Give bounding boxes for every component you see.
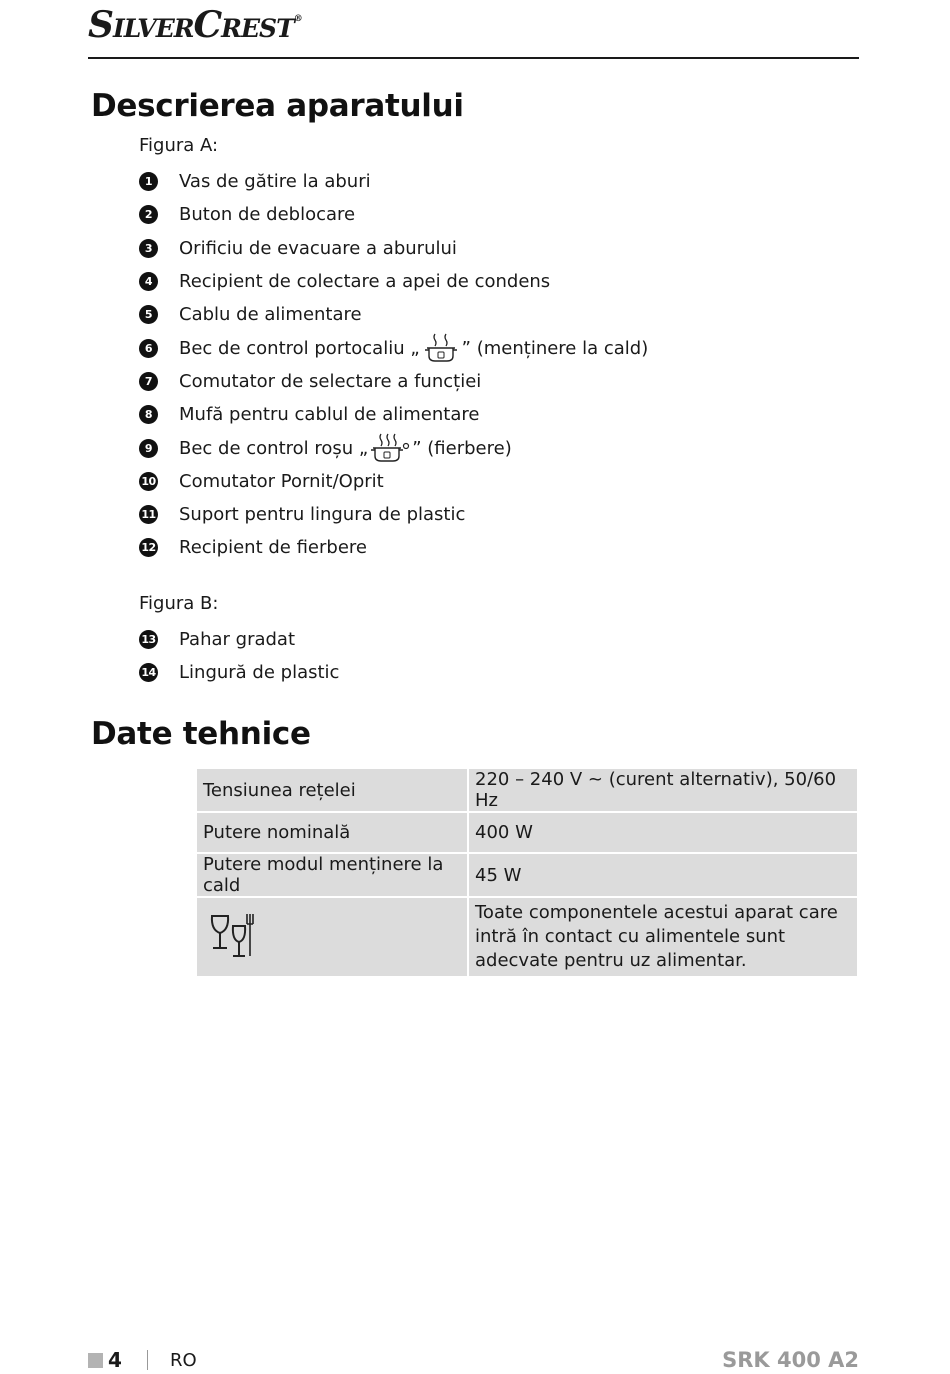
- item-text: Pahar gradat: [179, 629, 296, 651]
- item-text-post: ” (menținere la cald): [461, 337, 649, 359]
- item-number: 10: [139, 472, 158, 491]
- registered-mark: ®: [293, 14, 302, 24]
- food-safe-glass-fork-icon: [207, 912, 255, 962]
- list-item: [139, 431, 648, 464]
- list-item: [139, 198, 648, 231]
- item-text: Mufă pentru cablul de alimentare: [179, 404, 480, 426]
- cooking-pot-icon: [370, 433, 410, 463]
- list-item: [139, 298, 648, 331]
- item-number: 6: [139, 339, 158, 358]
- list-item: [139, 465, 648, 498]
- list-item: [139, 232, 648, 265]
- item-number: 13: [139, 630, 158, 649]
- item-number: 11: [139, 505, 158, 524]
- item-text-pre: Bec de control roșu „: [179, 437, 369, 459]
- header-rule: [88, 57, 859, 59]
- list-item: [139, 531, 648, 564]
- item-number: 12: [139, 538, 158, 557]
- item-number: 5: [139, 305, 158, 324]
- item-text: Orificiu de evacuare a aburului: [179, 237, 457, 259]
- section-title-tech: Date tehnice: [91, 716, 311, 752]
- figure-a-label: Figura A:: [139, 135, 219, 156]
- item-number: 2: [139, 205, 158, 224]
- keep-warm-pot-icon: [422, 333, 460, 363]
- item-number: 3: [139, 239, 158, 258]
- tech-specs-table: [195, 767, 859, 978]
- spec-label: Putere nominală: [196, 812, 468, 853]
- item-number: 1: [139, 172, 158, 191]
- item-text: Vas de gătire la aburi: [179, 171, 371, 193]
- item-text: Buton de deblocare: [179, 204, 356, 226]
- item-text: Comutator de selectare a funcției: [179, 370, 482, 392]
- footer-language: RO: [170, 1350, 197, 1371]
- footer-model: SRK 400 A2: [722, 1348, 859, 1372]
- brand-logo: [88, 4, 302, 46]
- item-number: 9: [139, 439, 158, 458]
- list-item: [139, 398, 648, 431]
- item-text: Lingură de plastic: [179, 662, 340, 684]
- spec-value: Toate componentele acestui aparat care intră în contact cu alimentele sunt adecvate pentru uz alimentar.: [468, 897, 858, 977]
- list-item: [139, 265, 648, 298]
- item-text-pre: Bec de control portocaliu „: [179, 337, 420, 359]
- table-row: [196, 853, 858, 897]
- figure-a-list: [139, 165, 648, 565]
- list-item: [139, 498, 648, 531]
- page-number: 4: [108, 1348, 122, 1372]
- list-item: [139, 165, 648, 198]
- section-title-description: Descrierea aparatului: [91, 88, 464, 124]
- page-footer: [0, 1348, 950, 1374]
- table-row: [196, 897, 858, 977]
- item-text: Recipient de colectare a apei de condens: [179, 271, 551, 293]
- spec-value: 220 – 240 V ~ (curent alternativ), 50/60 Hz: [468, 768, 858, 812]
- item-text: Comutator Pornit/Oprit: [179, 470, 384, 492]
- footer-divider: [147, 1350, 148, 1370]
- list-item: [139, 365, 648, 398]
- footer-marker: [88, 1353, 103, 1368]
- item-text: Recipient de fierbere: [179, 537, 367, 559]
- spec-value: 45 W: [468, 853, 858, 897]
- item-number: 14: [139, 663, 158, 682]
- figure-b-label: Figura B:: [139, 593, 219, 614]
- item-text: Suport pentru lingura de plastic: [179, 504, 466, 526]
- spec-value: 400 W: [468, 812, 858, 853]
- item-text-post: ” (fierbere): [412, 437, 512, 459]
- item-number: 7: [139, 372, 158, 391]
- brand-name: SilverCrest: [88, 4, 294, 46]
- list-item: [139, 331, 648, 364]
- spec-label: Putere modul menținere la cald: [196, 853, 468, 897]
- table-row: [196, 768, 858, 812]
- spec-label: [196, 897, 468, 977]
- table-row: [196, 812, 858, 853]
- list-item: [139, 623, 339, 656]
- list-item: [139, 656, 339, 689]
- item-text: Cablu de alimentare: [179, 304, 362, 326]
- spec-label: Tensiunea rețelei: [196, 768, 468, 812]
- figure-b-list: [139, 623, 339, 690]
- item-number: 8: [139, 405, 158, 424]
- item-number: 4: [139, 272, 158, 291]
